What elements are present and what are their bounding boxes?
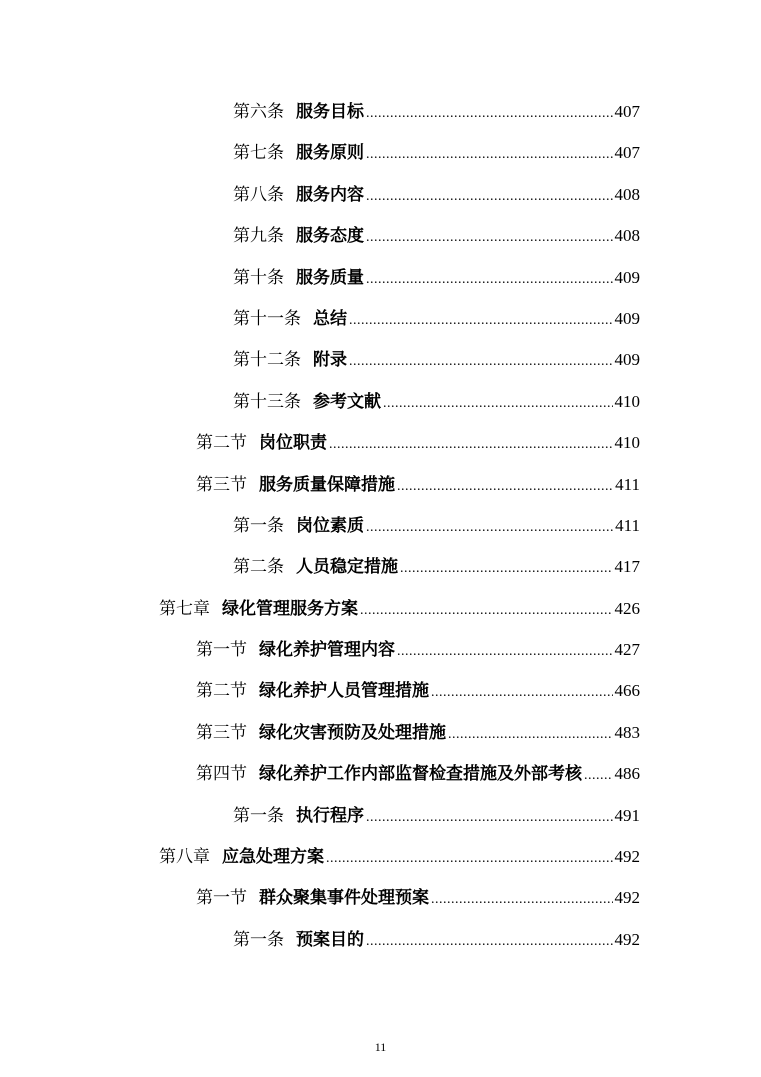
toc-entry[interactable]: [0, 546, 761, 587]
toc-entry[interactable]: [0, 505, 761, 546]
toc-entry-page-number: 408: [614, 184, 640, 204]
page-number: 11: [374, 1040, 387, 1054]
toc-dot-leader: [584, 755, 613, 796]
toc-entry[interactable]: [0, 422, 761, 463]
toc-entry[interactable]: [0, 298, 761, 339]
toc-entry-page-number: 407: [614, 102, 640, 121]
toc-entry-number: 第十三条: [233, 391, 301, 412]
toc-entry-page-number: 411: [615, 474, 640, 494]
toc-dot-leader: [431, 879, 613, 920]
toc-entry-title: 服务内容: [296, 184, 364, 205]
toc-entry-line: [233, 215, 640, 256]
toc-entry-title: 预案目的: [296, 929, 364, 950]
toc-dot-leader: [448, 714, 613, 755]
toc-entry-number: 第二节: [196, 681, 247, 702]
toc-entry-page-number: 409: [614, 308, 640, 328]
toc-entry-page-number: 426: [614, 598, 640, 618]
toc-entry-line: [196, 877, 640, 918]
toc-entry-title: 绿化灾害预防及处理措施: [259, 722, 446, 743]
toc-entry-line: [196, 464, 640, 505]
toc-entry-title: 服务原则: [296, 143, 364, 164]
toc-dot-leader: [383, 383, 613, 424]
toc-entry[interactable]: [0, 91, 761, 132]
toc-entry-page-number: 483: [614, 722, 640, 742]
toc-entry-line: [159, 588, 640, 629]
toc-entry-title: 绿化养护人员管理措施: [259, 681, 429, 702]
toc-entry-line: [196, 753, 640, 794]
toc-entry-title: 岗位素质: [296, 515, 364, 536]
toc-entry-line: [233, 381, 640, 422]
toc-dot-leader: [366, 134, 613, 175]
toc-dot-leader: [366, 797, 613, 838]
toc-dot-leader: [431, 672, 613, 713]
toc-entry-line: [233, 919, 640, 960]
toc-entry-number: 第八章: [159, 847, 210, 868]
toc-entry-title: 服务质量保障措施: [259, 474, 395, 495]
toc-entry-title: 应急处理方案: [222, 847, 324, 868]
toc-entry-number: 第二节: [196, 433, 247, 454]
toc-dot-leader: [397, 631, 613, 672]
toc-dot-leader: [366, 93, 613, 134]
toc-entry-number: 第七章: [159, 598, 210, 619]
toc-entry-line: [233, 132, 640, 173]
toc-dot-leader: [349, 300, 613, 341]
toc-entry-page-number: 491: [614, 805, 640, 825]
toc-dot-leader: [366, 217, 613, 258]
toc-entry-page-number: 417: [614, 557, 640, 577]
toc-entry-number: 第一条: [233, 805, 284, 826]
toc-dot-leader: [366, 921, 613, 962]
toc-entry-title: 服务态度: [296, 226, 364, 247]
toc-entry-number: 第三节: [196, 474, 247, 495]
toc-entry[interactable]: [0, 339, 761, 380]
toc-entry[interactable]: [0, 629, 761, 670]
toc-entry-line: [196, 670, 640, 711]
toc-entry[interactable]: [0, 215, 761, 256]
toc-entry-line: [159, 836, 640, 877]
toc-entry-title: 服务目标: [296, 102, 364, 122]
toc-entry-number: 第四节: [196, 764, 247, 785]
toc-entry-title: 绿化养护管理内容: [259, 640, 395, 661]
toc-entry-line: [233, 546, 640, 587]
toc-entry[interactable]: [0, 132, 761, 173]
toc-entry-number: 第十条: [233, 267, 284, 288]
toc-entry[interactable]: [0, 795, 761, 836]
toc-entry-number: 第六条: [233, 102, 284, 122]
toc-entry-title: 服务质量: [296, 267, 364, 288]
toc-entry-line: [196, 422, 640, 463]
toc-dot-leader: [329, 424, 613, 465]
toc-entry-line: [233, 505, 640, 546]
toc-entry-page-number: 466: [614, 681, 640, 701]
toc-entry-number: 第一节: [196, 888, 247, 909]
toc-entry[interactable]: [0, 670, 761, 711]
toc-dot-leader: [366, 507, 613, 548]
toc-entry-number: 第一条: [233, 929, 284, 950]
toc-entry-number: 第一节: [196, 640, 247, 661]
toc-entry-line: [233, 91, 640, 132]
toc-entry-line: [233, 298, 640, 339]
toc-entry-line: [233, 174, 640, 215]
toc-dot-leader: [397, 466, 613, 507]
toc-entry-title: 参考文献: [313, 391, 381, 412]
toc-entry-number: 第九条: [233, 226, 284, 247]
toc-entry-page-number: 492: [614, 847, 640, 867]
toc-entry-title: 绿化养护工作内部监督检查措施及外部考核: [259, 764, 582, 785]
toc-entry-page-number: 492: [614, 888, 640, 908]
toc-entry-number: 第七条: [233, 143, 284, 164]
toc-entry-page-number: 410: [614, 433, 640, 453]
toc-dot-leader: [326, 838, 613, 879]
toc-entry-page-number: 427: [614, 640, 640, 660]
toc-entry[interactable]: [0, 836, 761, 877]
toc-entry-title: 人员稳定措施: [296, 557, 398, 578]
toc-entry-title: 附录: [313, 350, 347, 371]
toc-entry[interactable]: [0, 588, 761, 629]
toc-entry-title: 执行程序: [296, 805, 364, 826]
toc-entry-line: [233, 339, 640, 380]
toc-entry-page-number: 409: [614, 350, 640, 370]
toc-entry-number: 第八条: [233, 184, 284, 205]
toc-entry-title: 绿化管理服务方案: [222, 598, 358, 619]
toc-entry[interactable]: [0, 877, 761, 918]
toc-dot-leader: [366, 259, 613, 300]
toc-entry-line: [196, 712, 640, 753]
toc-entry-page-number: 411: [615, 515, 640, 535]
toc-entry-number: 第二条: [233, 557, 284, 578]
toc-entry-line: [233, 795, 640, 836]
toc-entry-number: 第十二条: [233, 350, 301, 371]
toc-entry-line: [233, 257, 640, 298]
toc-dot-leader: [360, 590, 613, 631]
toc-entry[interactable]: [0, 381, 761, 422]
toc-entry[interactable]: [0, 464, 761, 505]
toc-entry-page-number: 408: [614, 226, 640, 246]
table-of-contents: [0, 91, 761, 960]
toc-entry-number: 第十一条: [233, 308, 301, 329]
toc-entry-page-number: 407: [614, 143, 640, 163]
toc-entry-number: 第三节: [196, 722, 247, 743]
toc-entry-number: 第一条: [233, 515, 284, 536]
toc-entry[interactable]: [0, 919, 761, 960]
toc-entry[interactable]: [0, 257, 761, 298]
toc-entry-line: [196, 629, 640, 670]
toc-entry-title: 群众聚集事件处理预案: [259, 888, 429, 909]
toc-dot-leader: [349, 341, 613, 382]
toc-dot-leader: [366, 176, 613, 217]
toc-entry-page-number: 492: [614, 929, 640, 949]
toc-entry-title: 岗位职责: [259, 433, 327, 454]
toc-entry-page-number: 410: [614, 391, 640, 411]
toc-entry-page-number: 486: [614, 764, 640, 784]
toc-entry-title: 总结: [313, 308, 347, 329]
toc-entry[interactable]: [0, 712, 761, 753]
toc-entry[interactable]: [0, 174, 761, 215]
toc-entry[interactable]: [0, 753, 761, 794]
toc-entry-page-number: 409: [614, 267, 640, 287]
toc-dot-leader: [400, 548, 613, 589]
